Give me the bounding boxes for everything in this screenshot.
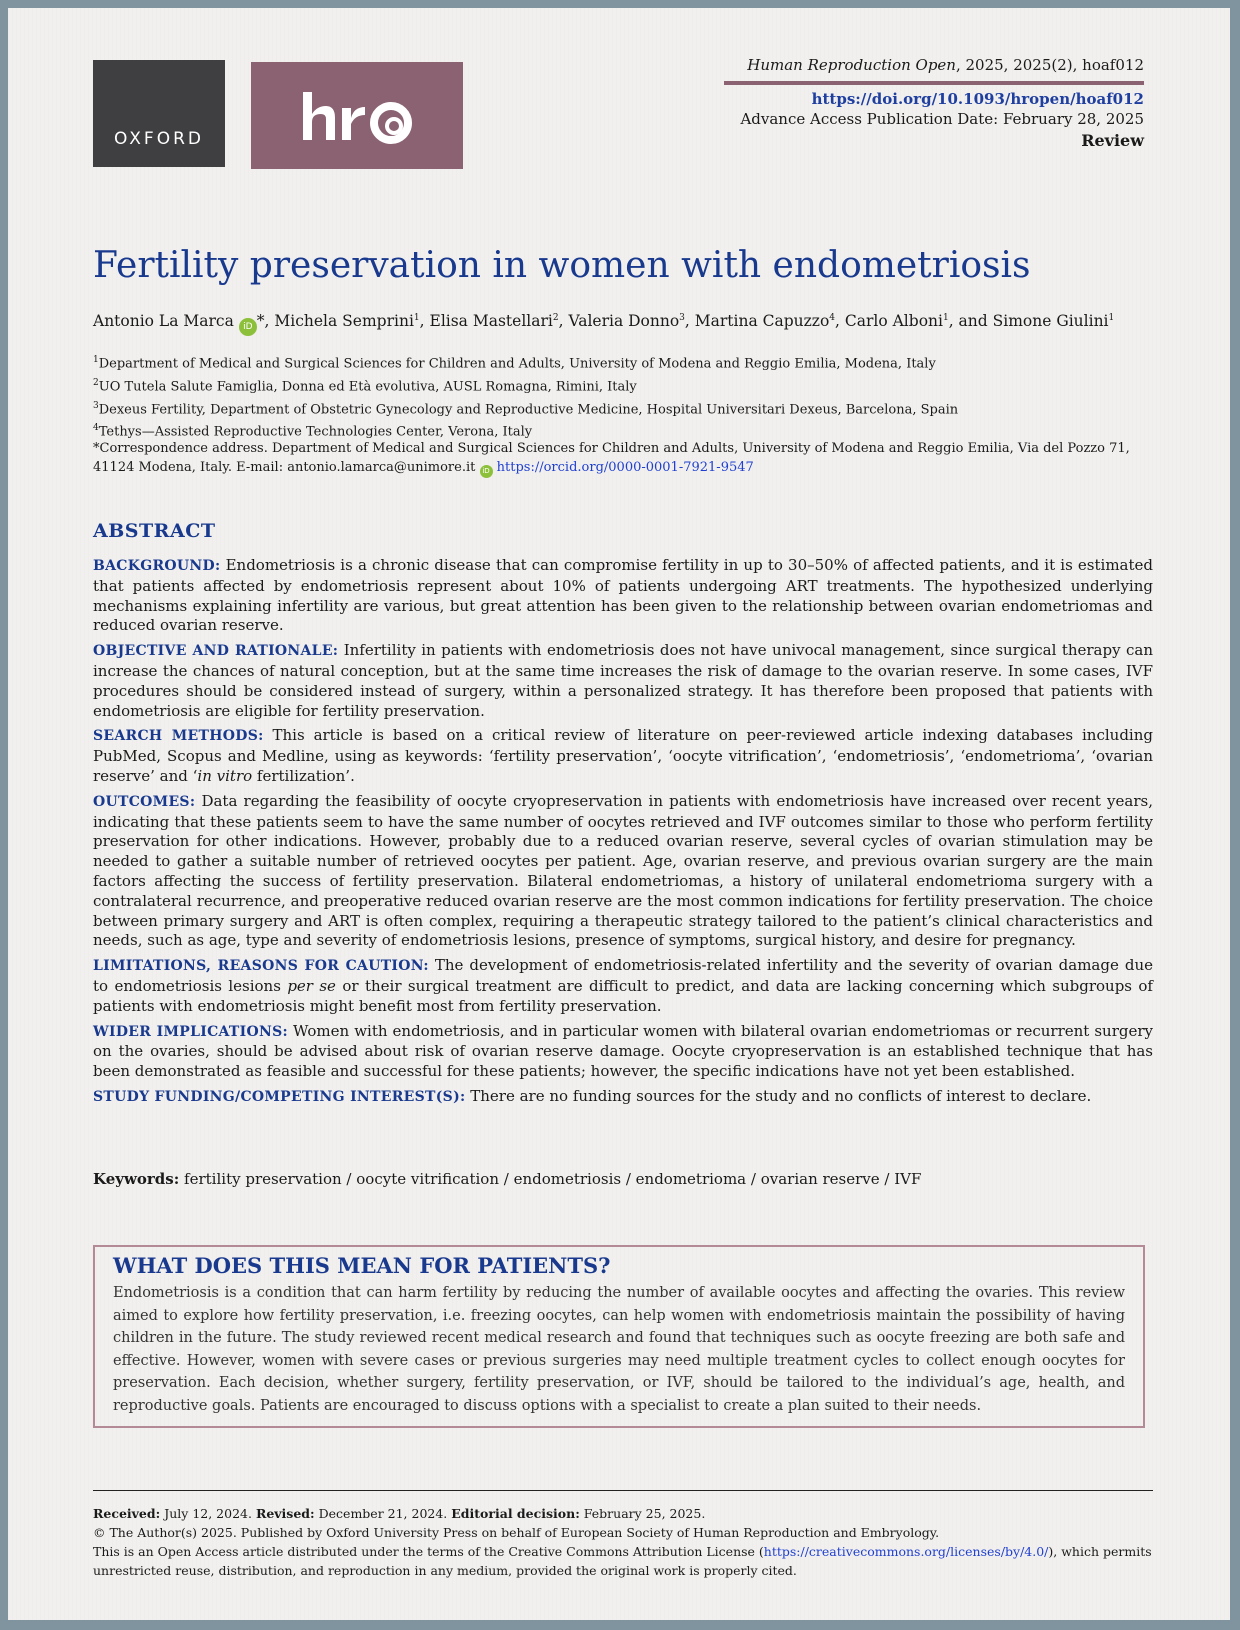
author-list: Antonio La Marca iD *, Michela Semprini$^1$, Elisa Mastellari$^2$, Valeria Donno$^3$, Martina Capuzzo$^4$, Carlo Alboni$^1$, and Simone Giulini$^1$ (93, 312, 1153, 336)
affiliation-number: 2 (93, 377, 99, 388)
author-name[interactable]: Antonio La Marca (93, 312, 234, 330)
affiliation (93, 374, 1153, 397)
keywords-label: Keywords: (93, 1170, 180, 1188)
author-name[interactable]: Valeria Donno (568, 312, 680, 330)
hro-logo[interactable] (251, 62, 463, 169)
author-affil-mark: 2 (552, 312, 559, 323)
received-label: Received: (93, 1506, 161, 1521)
copyright-notice: © The Author(s) 2025. Published by Oxford University Press on behalf of European Society of Human Reproduction and Embryology. (93, 1525, 940, 1540)
affiliation-number: 1 (93, 355, 99, 365)
affiliation-text: Department of Medical and Surgical Sciences for Children and Adults, University of Modena and Reggio Emilia, Modena, Italy (98, 356, 936, 372)
section-text: There are no funding sources for the study and no conflicts of interest to declare. (470, 1086, 1092, 1105)
article-type: Review (1081, 131, 1144, 150)
abstract-funding (93, 1087, 1153, 1108)
author-name[interactable]: Martina Capuzzo (694, 312, 830, 330)
author-name[interactable]: Simone Giulini (992, 312, 1109, 330)
section-label: LIMITATIONS, REASONS FOR CAUTION: (93, 958, 429, 975)
revised-date: December 21, 2024. (318, 1506, 448, 1521)
correspondence (93, 439, 1153, 478)
affiliation-number: 3 (93, 400, 99, 411)
author-name[interactable]: Elisa Mastellari (429, 312, 553, 330)
oxford-logo-text: OXFORD (113, 129, 204, 149)
footer-divider (93, 1490, 1153, 1491)
author-name[interactable]: Carlo Alboni (844, 312, 943, 330)
article-page (8, 8, 1230, 1620)
oxford-logo[interactable] (93, 60, 225, 167)
orcid-icon[interactable]: iD (239, 318, 257, 336)
abstract-body (93, 556, 1153, 1113)
section-text: Infertility in patients with endometriosis does not have univocal management, since surgical therapy can increase the chances of natural conception, but at the same time increases the risk of damage to the ovarian reserve. In some cases, IVF procedures should be considered instead of surgery, within a personalized strategy. It has therefore been proposed that patients with endometriosis are eligible for fertility preservation. (93, 641, 1154, 720)
section-text: Data regarding the feasibility of oocyte cryopreservation in patients with endometriosis have increased over recent years, indicating that these patients seem to have the same number of oocytes retrieved and IVF outcomes similar to those who perform fertility preservation for other indications. However, probably due to a reduced ovarian reserve, several cycles of ovarian stimulation may be needed to gather a suitable number of retrieved oocytes per patient. Age, ovarian reserve, and previous ovarian surgery are the main factors affecting the success of fertility preservation. Bilateral endometriomas, a history of unilateral endometrioma surgery with a contralateral recurrence, and preoperative reduced ovarian reserve are the most common indications for fertility preservation. The choice between primary surgery and ART is often complex, requiring a therapeutic strategy tailored to the patient’s clinical characteristics and needs, such as age, type and severity of endometriosis lesions, presence of symptoms, surgical history, and desire for pregnancy. (93, 791, 1153, 950)
section-label: OBJECTIVE AND RATIONALE: (93, 643, 339, 660)
section-text: The development of endometriosis-related infertility and the severity of ovarian damage due to endometriosis lesions (93, 956, 1153, 995)
affiliation-text: Dexeus Fertility, Department of Obstetric Gynecology and Reproductive Medicine, Hospital Universitari Dexeus, Barcelona, Spain (98, 401, 959, 417)
advance-access-date: Advance Access Publication Date: February 28, 2025 (740, 110, 1144, 128)
decision-label: Editorial decision: (451, 1506, 580, 1521)
section-text: Women with endometriosis, and in particular women with bilateral ovarian endometriomas or recurrent surgery on the ovaries, should be advised about risk of ovarian reserve damage. Oocyte cryopreservation is an established technique that has been demonstrated as feasible and successful for these patients; however, the specific indications have not yet been established. (93, 1021, 1153, 1081)
correspondence-text: *Correspondence address. Department of Medical and Surgical Sciences for Children and Adults, University of Modena and Reggio Emilia, Via del Pozzo 71, 41124 Modena, Italy. E-mail: antonio.lamarca@unimore.it (93, 441, 1130, 475)
journal-info (724, 55, 1144, 151)
affiliation-text: UO Tutela Salute Famiglia, Donna ed Età evolutiva, AUSL Romagna, Rimini, Italy (98, 379, 637, 395)
abstract-wider-implications (93, 1022, 1153, 1082)
section-text: Endometriosis is a chronic disease that can compromise fertility in up to 30–50% of affected patients, and it is estimated that patients affected by endometriosis represent about 10% of patients undergoing ART treatments. The hypothesized underlying mechanisms explaining infertility are various, but great attention has been given to the relationship between ovarian endometriomas and reduced ovarian reserve. (93, 556, 1153, 635)
affiliation (93, 351, 1153, 374)
abstract-search-methods (93, 726, 1153, 786)
section-text: fertilization’. (252, 766, 355, 785)
journal-citation-text: , 2025, 2025(2), hoaf012 (955, 56, 1144, 74)
author-affil-mark: 4 (829, 312, 836, 323)
doi-link[interactable]: https://doi.org/10.1093/hropen/hoaf012 (811, 90, 1144, 108)
revised-label: Revised: (255, 1506, 315, 1521)
affiliation-text: Tethys—Assisted Reproductive Technologies Center, Verona, Italy (98, 424, 533, 440)
abstract-background (93, 556, 1153, 636)
history-dates (93, 1504, 1153, 1523)
affiliation (93, 397, 1153, 420)
section-label: OUTCOMES: (93, 793, 196, 810)
section-text: or their surgical treatment are difficult to predict, and data are lacking concerning which subgroups of patients with endometriosis might benefit most from fertility preservation. (93, 976, 1153, 1015)
keywords (93, 1170, 1153, 1188)
abstract-objective (93, 641, 1153, 721)
section-label: WIDER IMPLICATIONS: (93, 1023, 288, 1040)
author-name[interactable]: Michela Semprini (274, 312, 414, 330)
received-date: July 12, 2024. (164, 1506, 252, 1521)
license-text: ), which permits unrestricted reuse, distribution, and reproduction in any medium, provided the original work is properly cited. (93, 1544, 1152, 1578)
journal-name: Human Reproduction Open (747, 56, 956, 74)
license-text: This is an Open Access article distributed under the terms of the Creative Commons Attribution License ( (93, 1544, 764, 1559)
author-affil-mark: 1 (413, 312, 420, 323)
journal-citation (724, 55, 1144, 85)
section-label: SEARCH METHODS: (93, 728, 264, 745)
section-text: This article is based on a critical review of literature on peer-reviewed article indexing databases including PubMed, Scopus and Medline, using as keywords: ‘fertility preservation’, ‘oocyte vitrification’, ‘endometriosis’, ‘endometrioma’, ‘ovarian reserve’ and ‘ (93, 726, 1153, 785)
author-affil-mark: 3 (679, 312, 685, 323)
orcid-link[interactable]: https://orcid.org/0000-0001-7921-9547 (496, 460, 754, 475)
patients-summary-heading: WHAT DOES THIS MEAN FOR PATIENTS? (113, 1253, 611, 1278)
hro-logo-mark (297, 88, 417, 144)
affiliations (93, 351, 1153, 442)
article-title: Fertility preservation in women with endometriosis (93, 245, 1031, 286)
abstract-outcomes (93, 792, 1153, 951)
author-affil-mark: 1 (1108, 312, 1115, 323)
section-italic: in vitro (197, 766, 253, 785)
section-label: STUDY FUNDING/COMPETING INTEREST(S): (93, 1088, 466, 1105)
section-italic: per se (287, 976, 336, 995)
license-notice (93, 1542, 1153, 1580)
patients-summary-text: Endometriosis is a condition that can harm fertility by reducing the number of available oocytes and affecting the ovaries. This review aimed to explore how fertility preservation, i.e. freezing oocytes, can help women with endometriosis maintain the possibility of having children in the future. The study reviewed recent medical research and found that techniques such as oocyte freezing are both safe and effective. However, women with severe cases or previous surgeries may need multiple treatment cycles to collect enough oocytes for preservation. Each decision, whether surgery, fertility preservation, or IVF, should be tailored to the individual’s age, health, and reproductive goals. Patients are encouraged to discuss options with a specialist to create a plan suited to their needs. (113, 1285, 1125, 1414)
decision-date: February 25, 2025. (583, 1506, 706, 1521)
license-link[interactable]: https://creativecommons.org/licenses/by/4.0/ (763, 1544, 1049, 1559)
section-label: BACKGROUND: (93, 558, 221, 574)
article-footer (93, 1504, 1153, 1580)
abstract-limitations (93, 956, 1153, 1016)
author-mark: * (256, 312, 265, 330)
abstract-heading: ABSTRACT (93, 520, 216, 542)
affiliation-number: 4 (93, 423, 99, 434)
patients-summary-box (93, 1245, 1145, 1428)
keywords-text: fertility preservation / oocyte vitrification / endometriosis / endometrioma / ovarian reserve / IVF (184, 1170, 922, 1188)
orcid-icon[interactable]: iD (480, 465, 493, 478)
author-affil-mark: 1 (942, 312, 949, 323)
